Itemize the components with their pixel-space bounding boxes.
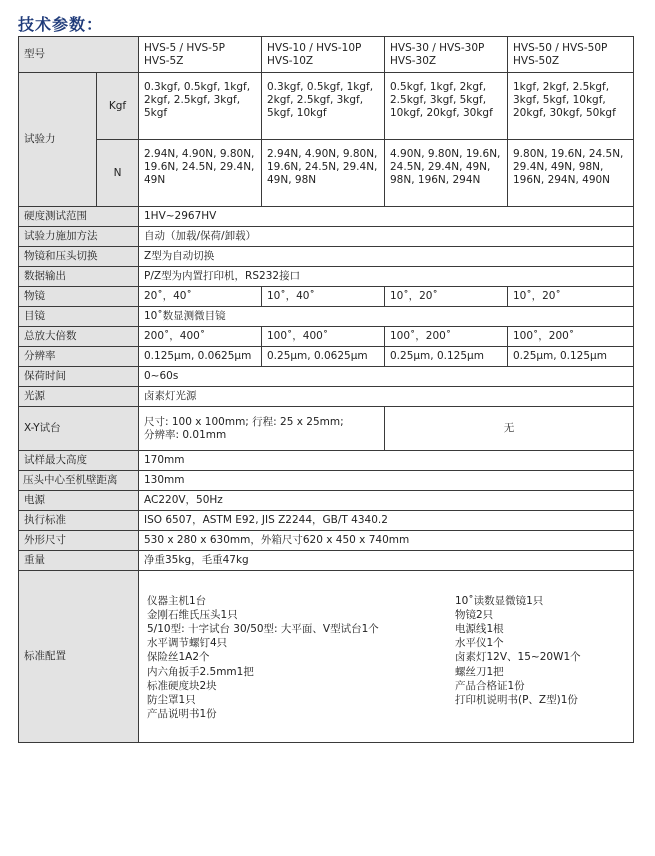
- row-label: X-Y试台: [19, 407, 139, 451]
- row-label: 电源: [19, 491, 139, 511]
- value-cell: 10˚数显测微目镜: [139, 307, 634, 327]
- value-cell: 0~60s: [139, 367, 634, 387]
- row-label: 总放大倍数: [19, 327, 139, 347]
- value-cell: 0.125μm, 0.0625μm: [139, 347, 262, 367]
- force-cell: 2.94N, 4.90N, 9.80N, 19.6N, 24.5N, 29.4N, 49N, 98N: [262, 140, 385, 207]
- value-cell: 200˚，400˚: [139, 327, 262, 347]
- value-cell: 170mm: [139, 451, 634, 471]
- list-item: 仪器主机1台: [147, 594, 207, 607]
- list-item: 水平调节螺钉4只: [147, 637, 228, 650]
- row-label: 试验力施加方法: [19, 227, 139, 247]
- value-cell: 20˚，40˚: [139, 287, 262, 307]
- row-label: 物镜和压头切换: [19, 247, 139, 267]
- table-row: [19, 287, 634, 307]
- row-label: 硬度测试范围: [19, 207, 139, 227]
- table-row: [19, 227, 634, 247]
- force-cell: 0.3kgf, 0.5kgf, 1kgf, 2kgf, 2.5kgf, 3kgf, 5kgf, 10kgf: [262, 73, 385, 140]
- table-row: [19, 207, 634, 227]
- list-item: 金刚石维氏压头1只: [147, 608, 238, 621]
- value-cell: 0.25μm, 0.0625μm: [262, 347, 385, 367]
- table-row: [19, 511, 634, 531]
- list-item: 物镜2只: [455, 608, 494, 621]
- list-item: 5/10型: 十字试台 30/50型: 大平面、V型试台1个: [147, 622, 379, 635]
- value-cell: 100˚，200˚: [508, 327, 634, 347]
- row-label: 分辨率: [19, 347, 139, 367]
- value-cell: 0.25μm, 0.125μm: [385, 347, 508, 367]
- unit-label: N: [97, 140, 139, 207]
- table-row: [19, 327, 634, 347]
- value-cell: 530 x 280 x 630mm，外箱尺寸620 x 450 x 740mm: [139, 531, 634, 551]
- table-row: [19, 347, 634, 367]
- row-label: 型号: [19, 37, 139, 73]
- spec-table: [18, 36, 634, 743]
- row-label: 重量: [19, 551, 139, 571]
- value-cell: 100˚，400˚: [262, 327, 385, 347]
- value-cell: 100˚，200˚: [385, 327, 508, 347]
- config-list-left: [139, 592, 447, 722]
- model-cell: HVS-30 / HVS-30P HVS-30Z: [385, 37, 508, 73]
- value-cell: 无: [385, 407, 634, 451]
- value-cell: 1HV~2967HV: [139, 207, 634, 227]
- table-row: [19, 247, 634, 267]
- value-cell: ISO 6507，ASTM E92, JIS Z2244，GB/T 4340.2: [139, 511, 634, 531]
- value-cell: 10˚，20˚: [385, 287, 508, 307]
- list-item: 电源线1根: [455, 622, 504, 635]
- value-cell: 10˚，40˚: [262, 287, 385, 307]
- value-cell: 尺寸: 100 x 100mm; 行程: 25 x 25mm; 分辨率: 0.01mm: [139, 407, 385, 451]
- table-row: [19, 367, 634, 387]
- value-cell: 0.25μm, 0.125μm: [508, 347, 634, 367]
- list-item: 产品合格证1份: [455, 679, 525, 692]
- table-row: [19, 471, 634, 491]
- table-row: [19, 37, 634, 73]
- config-cell: [139, 571, 634, 743]
- value-cell: 净重35kg，毛重47kg: [139, 551, 634, 571]
- table-row: [19, 307, 634, 327]
- row-label: 数据输出: [19, 267, 139, 287]
- row-label: 外形尺寸: [19, 531, 139, 551]
- force-cell: 0.5kgf, 1kgf, 2kgf, 2.5kgf, 3kgf, 5kgf, 10kgf, 20kgf, 30kgf: [385, 73, 508, 140]
- row-label: 试验力: [19, 73, 97, 207]
- row-label: 标准配置: [19, 571, 139, 743]
- row-label: 执行标准: [19, 511, 139, 531]
- table-row: [19, 387, 634, 407]
- list-item: 标准硬度块2块: [147, 679, 217, 692]
- table-row: [19, 407, 634, 451]
- row-label: 压头中心至机壁距离: [19, 471, 139, 491]
- list-item: 打印机说明书(P、Z型)1份: [455, 694, 578, 706]
- table-row: [19, 267, 634, 287]
- row-label: 物镜: [19, 287, 139, 307]
- force-cell: 4.90N, 9.80N, 19.6N, 24.5N, 29.4N, 49N, 98N, 196N, 294N: [385, 140, 508, 207]
- list-item: 内六角扳手2.5mm1把: [147, 665, 254, 678]
- model-cell: HVS-5 / HVS-5P HVS-5Z: [139, 37, 262, 73]
- unit-label: Kgf: [97, 73, 139, 140]
- row-label: 试样最大高度: [19, 451, 139, 471]
- force-cell: 9.80N, 19.6N, 24.5N, 29.4N, 49N, 98N, 196N, 294N, 490N: [508, 140, 634, 207]
- page-title: 技术参数：: [18, 15, 104, 34]
- table-row: [19, 571, 634, 743]
- row-label: 光源: [19, 387, 139, 407]
- model-cell: HVS-50 / HVS-50P HVS-50Z: [508, 37, 634, 73]
- table-row: [19, 491, 634, 511]
- value-cell: 卤素灯光源: [139, 387, 634, 407]
- table-row: [19, 551, 634, 571]
- row-label: 目镜: [19, 307, 139, 327]
- value-cell: 自动（加载/保荷/卸载）: [139, 227, 634, 247]
- row-label: 保荷时间: [19, 367, 139, 387]
- list-item: 卤素灯12V、15~20W1个: [455, 651, 581, 664]
- value-cell: 10˚，20˚: [508, 287, 634, 307]
- list-item: 10˚读数显微镜1只: [455, 594, 544, 607]
- config-list-right: [447, 592, 581, 722]
- list-item: 保险丝1A2个: [147, 651, 210, 664]
- table-row: [19, 531, 634, 551]
- force-cell: 2.94N, 4.90N, 9.80N, 19.6N, 24.5N, 29.4N, 49N: [139, 140, 262, 207]
- value-cell: AC220V，50Hz: [139, 491, 634, 511]
- list-item: 水平仪1个: [455, 637, 504, 650]
- list-item: 防尘罩1只: [147, 694, 196, 706]
- table-row: [19, 73, 634, 140]
- value-cell: 130mm: [139, 471, 634, 491]
- list-item: 螺丝刀1把: [455, 665, 504, 678]
- table-row: [19, 451, 634, 471]
- model-cell: HVS-10 / HVS-10P HVS-10Z: [262, 37, 385, 73]
- value-cell: P/Z型为内置打印机，RS232接口: [139, 267, 634, 287]
- list-item: 产品说明书1份: [147, 708, 217, 721]
- table-row: [19, 140, 634, 207]
- force-cell: 0.3kgf, 0.5kgf, 1kgf, 2kgf, 2.5kgf, 3kgf, 5kgf: [139, 73, 262, 140]
- force-cell: 1kgf, 2kgf, 2.5kgf, 3kgf, 5kgf, 10kgf, 20kgf, 30kgf, 50kgf: [508, 73, 634, 140]
- value-cell: Z型为自动切换: [139, 247, 634, 267]
